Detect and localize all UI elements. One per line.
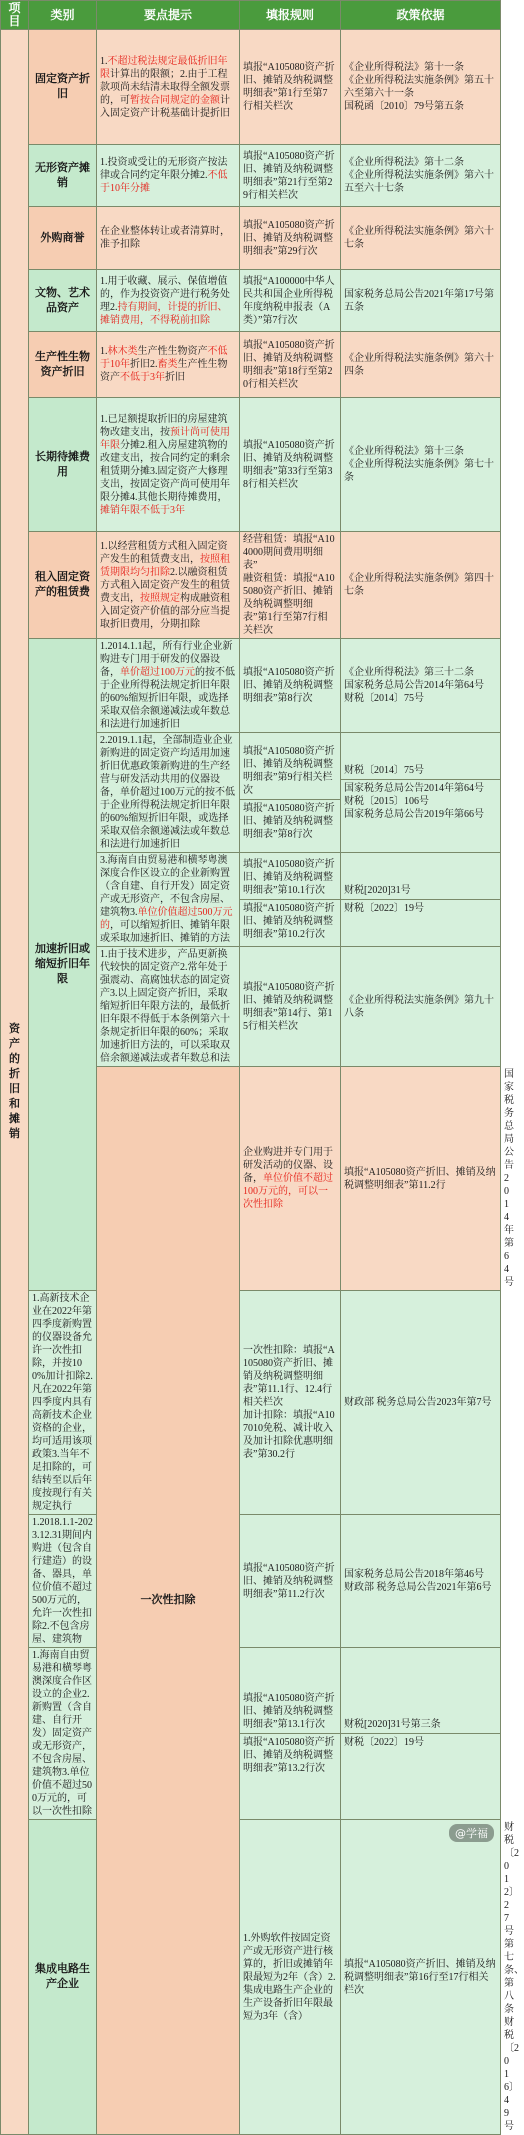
cell-line: 财政部 税务总局公告2021年第6号 xyxy=(344,1582,492,1593)
cell-line: 《企业所得税法》第十一条 xyxy=(344,62,464,73)
key-points-cell xyxy=(97,398,240,532)
table-body xyxy=(1,30,524,2135)
highlight-text: 按照租赁期限均匀扣除 xyxy=(100,553,230,578)
cell-line: 国家税务总局公告2019年第66号 xyxy=(344,809,484,820)
key-points-cell xyxy=(240,1067,341,1291)
key-points-cell xyxy=(97,853,240,947)
highlight-text: 不低于10年分摊 xyxy=(100,170,228,194)
header-filing-rules: 填报规则 xyxy=(240,1,341,30)
split-top xyxy=(341,762,500,780)
category-cell: 固定资产折旧 xyxy=(29,30,97,145)
policy-basis-cell xyxy=(341,145,501,207)
split-cell xyxy=(341,1716,500,1751)
cell-line: 填报“A105080资产折旧、摊销及纳税调整明细表”第29行次 xyxy=(243,219,335,257)
filing-rule-cell xyxy=(240,332,341,398)
key-points-cell xyxy=(240,1820,341,2135)
cell-line: 填报“A105080资产折旧、摊销及纳税调整明细表”第18行至第20行相关栏次 xyxy=(243,339,335,390)
filing-rule-cell xyxy=(240,30,341,145)
point-text: 1.外购软件按固定资产或无形资产进行核算的，折旧或摊销年限最短为2年（含） xyxy=(243,1932,333,1983)
table-row xyxy=(1,1515,501,1648)
point-text: 1.投资或受让的无形资产按法律或合同约定年限分摊 xyxy=(100,157,228,181)
filing-rule-cell xyxy=(240,639,341,733)
cell-line: 经营租赁：填报“A104000期间费用明细表” xyxy=(243,534,335,571)
filing-rule-cell xyxy=(240,1515,341,1648)
point-text: 折旧 xyxy=(165,372,185,383)
table-row xyxy=(1,398,501,532)
table-row xyxy=(1,1648,501,1820)
point-text: 3. xyxy=(130,907,138,918)
table-row xyxy=(1,332,501,398)
point-text: ，可以缩短折旧、摊销年限或采取加速折旧、摊销的方法 xyxy=(100,920,230,944)
table-row xyxy=(1,639,501,733)
category-cell: 集成电路生产企业 xyxy=(29,1820,97,2135)
highlight-text: 暂按合同规定的金额 xyxy=(130,94,220,106)
policy-basis-cell xyxy=(341,532,501,639)
cell-line: 国税函〔2010〕79号第五条 xyxy=(344,101,464,112)
filing-rule-cell xyxy=(240,532,341,639)
point-text: 1.2018.1.1-2023.12.31期间内购进（包含自行建造）的设备、器具，单位价值不超过500万元的，允许一次性扣除 xyxy=(32,1517,93,1632)
policy-basis-cell xyxy=(341,853,501,947)
key-point-line xyxy=(100,988,230,1064)
point-text: 3.以上固定资产折旧，采取缩短折旧年限方法的，最低折旧年限不得低于本条例第六十条规定折旧年限的60%；采取加速折旧方法的，可以采取双倍余额递减法或者年数总和法 xyxy=(100,988,230,1064)
cell-line: 国家税务总局公告2018年第46号 xyxy=(344,1569,484,1580)
filing-rule-cell xyxy=(341,1067,501,1291)
cell-line: 《企业所得税法实施条例》第五十六至第六十一条 xyxy=(344,75,494,99)
key-point-line xyxy=(100,641,235,730)
split-bottom xyxy=(240,1734,340,1777)
cell-line: 《企业所得税法》第三十二条 xyxy=(344,667,474,678)
cell-line: 填报“A105080资产折旧、摊销及纳税调整明细表”第14行、第15行相关栏次 xyxy=(243,981,335,1032)
policy-basis-cell xyxy=(341,733,501,853)
cell-line: 《企业所得税法实施条例》第四十七条 xyxy=(344,573,494,597)
cell-line: 财税[2020]31号第三条 xyxy=(344,1719,441,1730)
point-text: 2.由于工程款项尚未结清未取得全额发票的，可 xyxy=(100,68,230,106)
point-text: 3.当年不足扣除的，可结转至以后年度按现行有关规定执行 xyxy=(32,1449,92,1512)
project-cell: 资产的折旧和摊销 xyxy=(1,30,29,2135)
filing-rule-cell xyxy=(240,733,341,853)
filing-rule-cell xyxy=(240,853,341,947)
table-row: 一次性扣除 企业购进并专门用于研发活动的仪器、设备，单位价值不超过100万元的，可以一次性扣除 填报“A105080资产折旧、摊销及纳税调整明细表”第11.2行 国家税务总局公告2014年第64号 xyxy=(1,1067,501,1291)
cell-line: 填报“A105080资产折旧、摊销及纳税调整明细表”第10.2行次 xyxy=(243,903,335,940)
highlight-text: 单价超过100万元 xyxy=(120,667,195,678)
key-points-cell xyxy=(97,270,240,332)
point-text: 分摊 xyxy=(120,439,140,451)
cell-line: 填报“A105080资产折旧、摊销及纳税调整明细表”第10.1行次 xyxy=(243,859,335,896)
split-bottom xyxy=(341,1734,500,1751)
split-top xyxy=(341,882,500,900)
filing-rule-cell xyxy=(240,398,341,532)
policy-basis-cell xyxy=(341,270,501,332)
point-text: 1.海南自由贸易港和横琴粤澳深度合作区设立的企业 xyxy=(32,1650,92,1700)
highlight-text: 不低于10年 xyxy=(100,346,228,370)
policy-basis-cell xyxy=(341,1648,501,1820)
key-points-cell xyxy=(97,639,240,733)
point-text: 2.2019.1.1起，全部制造业企业新购进的固定资产均适用加速折旧优惠政策新购进的生产经营与研发活动共用的仪器设备，单价超过100万元的按不低于企业所得税法规定折旧年限的60%缩短折旧年限，或选择采取双倍余额递减法或年数总和法进行加速折旧 xyxy=(100,735,235,850)
table-row xyxy=(1,145,501,207)
cell-line: 填报“A105080资产折旧、摊销及纳税调整明细表”第9行相关栏次 xyxy=(243,745,335,796)
category-cell: 加速折旧或缩短折旧年限 xyxy=(29,639,97,1291)
point-text: 2.凡在2022年第四季度内具有高新技术企业资格的企业，均可适用该项政策 xyxy=(32,1371,93,1460)
split-bottom xyxy=(341,900,500,917)
point-text: 4.其他长期待摊费用， xyxy=(130,491,228,503)
point-text: 生产性生物资产 xyxy=(100,359,228,383)
split-top xyxy=(341,1716,500,1734)
key-points-cell xyxy=(97,733,240,853)
split-bottom xyxy=(341,780,500,823)
cell-line: 财税〔2022〕19号 xyxy=(344,1737,424,1748)
point-text: 2. xyxy=(200,170,208,181)
highlight-text: 畜类 xyxy=(157,359,178,370)
point-text: 2. xyxy=(150,359,158,370)
highlight-text: 林木类 xyxy=(107,346,138,357)
category-cell: 文物、艺术品资产 xyxy=(29,270,97,332)
split-bottom xyxy=(240,800,340,843)
highlight-text: 摊销年限不低于3年 xyxy=(100,504,185,516)
cell-line: 国家税务总局公告2014年第64号 xyxy=(344,783,484,794)
watermark: @学福 xyxy=(449,1824,494,1842)
key-point-line xyxy=(32,1293,92,1382)
key-points-cell xyxy=(97,532,240,639)
point-text: 3.固定资产大修理支出，按固定资产尚可使用年限分摊 xyxy=(100,465,230,503)
table-header-row xyxy=(1,1,501,30)
key-points-cell xyxy=(29,1515,97,1648)
point-text: 新购置（含自建、自行开发）固定资产或无形资产，不包含房屋、建筑物 xyxy=(100,868,230,918)
header-project: 项目 xyxy=(1,1,29,30)
cell-line: 填报“A105080资产折旧、摊销及纳税调整明细表”第13.2行次 xyxy=(243,1737,335,1774)
filing-rule-cell xyxy=(240,1648,341,1820)
point-text: 1.高新技术企业在2022年第四季度新购置的仪器设备允许一次性扣除，并按100%加计扣除 xyxy=(32,1293,92,1382)
cell-line: 填报“A105080资产折旧、摊销及纳税调整明细表”第33行至第38行相关栏次 xyxy=(243,439,335,490)
table-row: 集成电路生产企业 1.外购软件按固定资产或无形资产进行核算的，折旧或摊销年限最短为2年（含）2.集成电路生产企业的生产设备折旧年限最短为3年（含） 填报“A105080资产折旧、摊销及纳税调整明细表”第16行至17行相关栏次 财税〔2012〕27号第七条、第八条 财税〔2016〕49号 xyxy=(1,1820,501,2135)
split-top xyxy=(240,1690,340,1734)
cell-line: 加计扣除：填报“A107010免税、减计收入及加计扣除优惠明细表”第30.2行 xyxy=(243,1410,335,1460)
key-point-line xyxy=(100,226,230,250)
cell-line: 《企业所得税法实施条例》第九十八条 xyxy=(344,994,494,1019)
point-text: 1. xyxy=(100,55,108,67)
point-text: 1.以经营租赁方式租入固定资产发生的租赁费支出， xyxy=(100,540,228,565)
key-point-line xyxy=(100,735,235,850)
highlight-text: 不超过税法规定最低折旧年限 xyxy=(100,55,228,80)
point-text: 2.新购置（含自建、自行开发）固定资产或无形资产，不包含房屋、建筑物 xyxy=(32,1689,92,1778)
table-row xyxy=(1,1291,501,1515)
highlight-text: 持有期间，计提的折旧、摊销费用，不得税前扣除 xyxy=(100,301,228,326)
cell-line: 《企业所得税法》第十二条 xyxy=(344,157,464,168)
key-points-cell xyxy=(97,947,240,1067)
cell-line: 填报“A105080资产折旧、摊销及纳税调整明细表”第1行至第7行相关栏次 xyxy=(243,62,335,112)
highlight-text: 单位价值不超过100万元的，可以一次性扣除 xyxy=(243,1173,333,1210)
key-point-line xyxy=(32,1517,93,1632)
split-cell xyxy=(341,762,500,823)
cell-line: 财政部 税务总局公告2023年第7号 xyxy=(344,1397,492,1408)
cell-line: 填报“A105080资产折旧、摊销及纳税调整明细表”第13.1行次 xyxy=(243,1693,335,1730)
header-category: 类别 xyxy=(29,1,97,30)
cell-line: 国家税务总局公告2014年第64号 xyxy=(344,680,484,691)
cell-line: 《企业所得税法实施条例》第六十七条 xyxy=(344,226,494,250)
table-row xyxy=(1,30,501,145)
cell-line: 财税〔2015〕106号 xyxy=(344,796,429,807)
point-text: 2.常年处于强震动、高腐蚀状态的固定资产 xyxy=(100,962,230,999)
point-text: 计算出的限额； xyxy=(110,68,180,80)
point-text: 在企业整体转让或者清算时，准予扣除 xyxy=(100,226,230,250)
point-text: 的按不低于企业所得税法规定折旧年限的60%缩短折旧年限，或选择采取双倍余额递减法或年数总和法进行加速折旧 xyxy=(100,667,235,730)
point-text: 生产性生物资产 xyxy=(137,346,208,357)
cell-line: 填报“A105080资产折旧、摊销及纳税调整明细表”第8行次 xyxy=(243,667,335,704)
cell-line: 《企业所得税法》第十三条 xyxy=(344,446,464,457)
point-text: 2.集成电路生产企业的生产设备折旧年限最短为3年（含） xyxy=(243,1971,336,2022)
category-cell: 生产性生物资产折旧 xyxy=(29,332,97,398)
point-text: 折旧 xyxy=(130,359,150,370)
key-point-line xyxy=(243,1147,333,1210)
key-point-line xyxy=(32,1689,92,1778)
split-bottom xyxy=(240,900,340,943)
key-point-line xyxy=(32,1371,93,1460)
filing-rule-cell xyxy=(341,1820,501,2135)
key-points-cell xyxy=(97,145,240,207)
point-text: 3.海南自由贸易港和横琴粤澳深度合作区设立的企业 xyxy=(100,855,228,879)
policy-basis-cell xyxy=(341,207,501,270)
category-cell: 一次性扣除 xyxy=(97,1067,240,2135)
cell-line: 《企业所得税法实施条例》第七十条 xyxy=(344,459,494,483)
cell-line: 财税〔2014〕75号 xyxy=(344,693,424,704)
split-cell xyxy=(341,882,500,917)
point-text: 1. xyxy=(100,346,108,357)
policy-basis-cell xyxy=(341,1515,501,1648)
key-points-cell xyxy=(29,1291,97,1515)
split-cell xyxy=(240,856,340,943)
highlight-text: 不低于3年 xyxy=(120,372,165,383)
point-text: 1.2014.1.1起，所有行业企业新购进专门用于研发的仪器设备， xyxy=(100,641,233,678)
table-row xyxy=(1,207,501,270)
key-points-cell xyxy=(29,1648,97,1820)
cell-line: 融资租赁：填报“A105080资产折旧、摊销及纳税调整明细表”第1行至第7行相关栏次 xyxy=(243,573,335,636)
policy-basis-cell xyxy=(341,639,501,733)
point-text: 1.用于收藏、展示、保值增值的，作为投资资产进行税务处理 xyxy=(100,275,230,313)
highlight-text: 预计尚可使用年限 xyxy=(100,426,230,451)
table-row xyxy=(1,532,501,639)
cell-line: 《企业所得税法实施条例》第六十四条 xyxy=(344,352,494,377)
cell-line: 《企业所得税法实施条例》第六十五至六十七条 xyxy=(344,170,494,194)
policy-basis-cell xyxy=(341,332,501,398)
category-cell: 外购商誉 xyxy=(29,207,97,270)
filing-rule-cell xyxy=(240,145,341,207)
key-points-cell xyxy=(97,30,240,145)
header-key-points: 要点提示 xyxy=(97,1,240,30)
point-text: 企业购进并专门用于研发活动的仪器、设备， xyxy=(243,1147,333,1184)
split-top xyxy=(240,856,340,900)
cell-line: 一次性扣除：填报“A105080资产折旧、摊销及纳税调整明细表”第11.1行、12.4行相关栏次 xyxy=(243,1345,335,1408)
filing-rule-cell xyxy=(240,270,341,332)
cell-line: 财税[2020]31号 xyxy=(344,885,411,896)
point-text: 计入固定资产计税基础计提折旧 xyxy=(100,94,230,119)
category-cell: 无形资产摊销 xyxy=(29,145,97,207)
policy-basis-cell xyxy=(341,30,501,145)
cell-line: 国家税务总局公告2021年第17号第五条 xyxy=(344,288,494,313)
point-text: 3.单位价值不超过500万元的，可以一次性扣除 xyxy=(32,1767,92,1817)
key-points-cell xyxy=(97,207,240,270)
cell-line: 填报“A105080资产折旧、摊销及纳税调整明细表”第16行至17行相关栏次 xyxy=(344,1958,496,1996)
cell-line: 财税〔2022〕19号 xyxy=(344,903,424,914)
policy-basis-cell xyxy=(341,398,501,532)
split-cell xyxy=(240,1690,340,1777)
cell-line: 填报“A105080资产折旧、摊销及纳税调整明细表”第8行次 xyxy=(243,802,335,840)
point-text: 1.已足额提取折旧的房屋建筑物改建支出，按 xyxy=(100,413,228,438)
split-cell xyxy=(240,743,340,843)
cell-line: 填报“A100000中华人民共和国企业所得税年度纳税申报表（A类）”第7行次 xyxy=(243,275,335,326)
header-policy-basis: 政策依据 xyxy=(341,1,501,30)
split-top xyxy=(240,743,340,800)
cell-line: 填报“A105080资产折旧、摊销及纳税调整明细表”第21行至第29行相关栏次 xyxy=(243,150,335,201)
policy-basis-cell xyxy=(341,1291,501,1515)
highlight-text: 按照规定 xyxy=(140,592,180,604)
table-row xyxy=(1,270,501,332)
policy-basis-cell xyxy=(341,947,501,1067)
cell-line: 填报“A105080资产折旧、摊销及纳税调整明细表”第11.2行次 xyxy=(243,1562,335,1600)
key-points-cell xyxy=(97,332,240,398)
filing-rule-cell xyxy=(240,207,341,270)
key-point-line xyxy=(100,302,228,326)
highlight-text: 单位价值超过500万元的 xyxy=(100,907,233,931)
cell-line: 财税〔2014〕75号 xyxy=(344,765,424,776)
point-text: 2. xyxy=(110,301,118,313)
point-text: 1.由于技术进步，产品更新换代较快的固定资产 xyxy=(100,949,228,973)
cell-line: 填报“A105080资产折旧、摊销及纳税调整明细表”第11.2行 xyxy=(344,1166,496,1191)
filing-rule-cell xyxy=(240,947,341,1067)
key-point-line xyxy=(243,1933,333,1983)
filing-rule-cell xyxy=(240,1291,341,1515)
point-text: 2.不包含房屋、建筑物 xyxy=(32,1621,90,1645)
point-text: 构成融资租入固定资产价值的部分应当提取折旧费用，分期扣除 xyxy=(100,592,230,630)
point-text: 2.租入房屋建筑物的改建支出，按合同约定的剩余租赁期分摊 xyxy=(100,439,230,477)
category-cell: 租入固定资产的租赁费 xyxy=(29,532,97,639)
point-text: 2.以融资租赁方式租入固定资产发生的租赁费支出， xyxy=(100,566,230,604)
category-cell: 长期待摊费用 xyxy=(29,398,97,532)
